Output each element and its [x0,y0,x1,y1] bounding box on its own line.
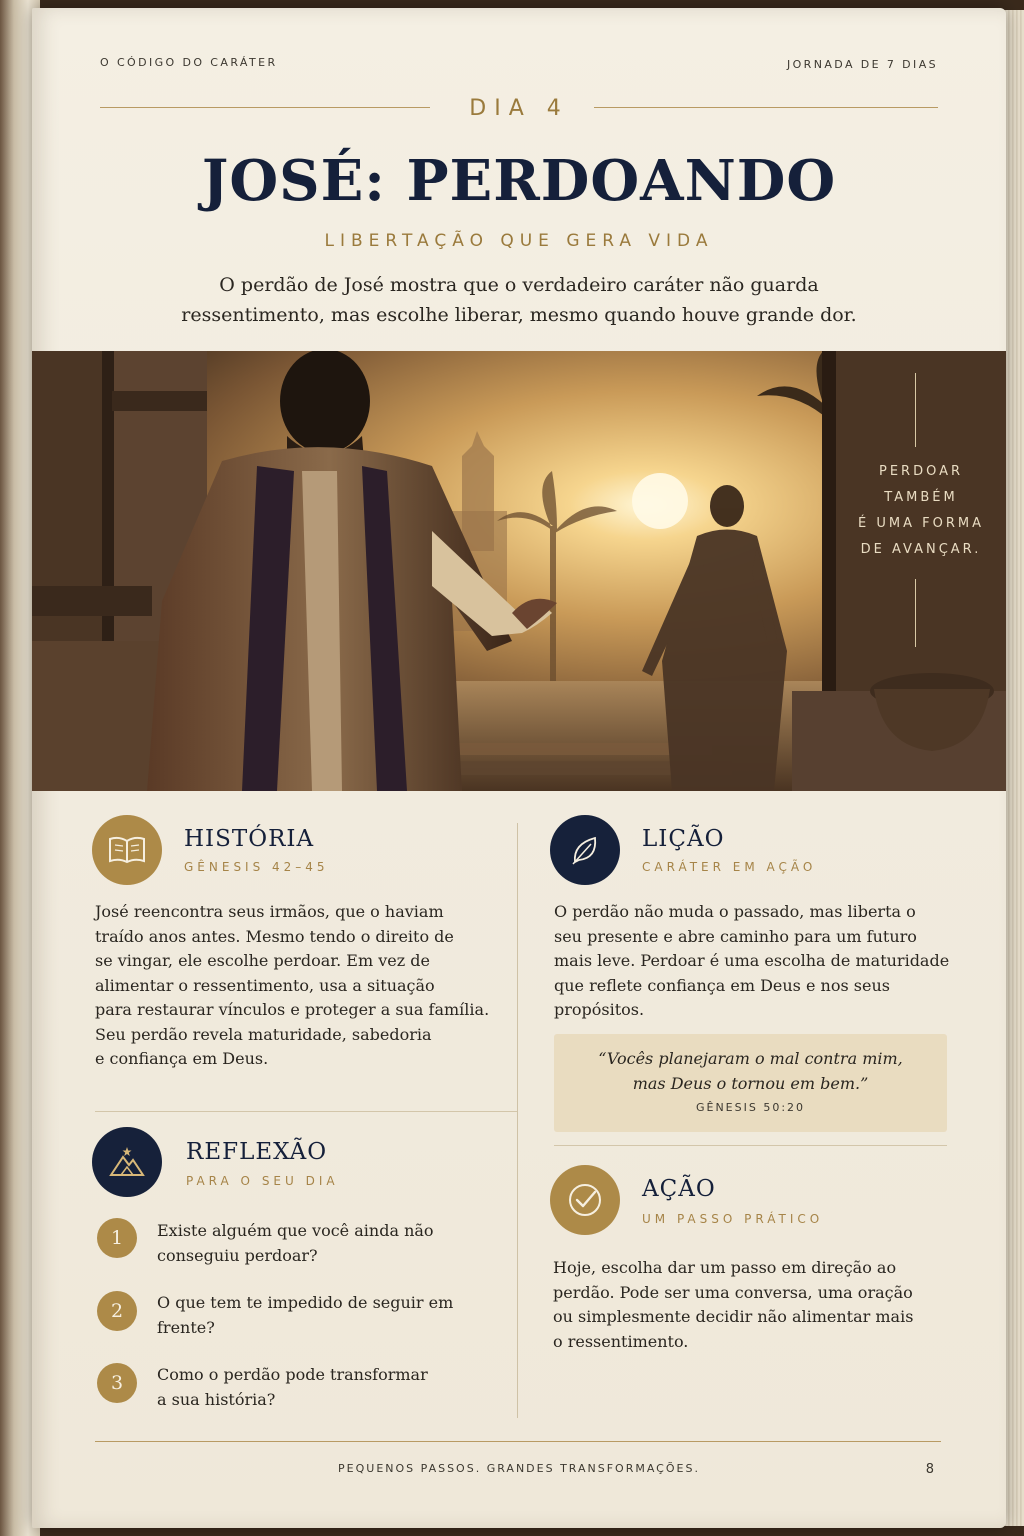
reflexao-subtitle: PARA O SEU DIA [186,1174,339,1188]
question-item [157,1218,434,1268]
text-line: traído anos antes. Mesmo tendo o direito de [95,926,454,946]
hero-side-quote [856,459,986,563]
footer-tagline: PEQUENOS PASSOS. GRANDES TRANSFORMAÇÕES. [338,1462,700,1475]
verse-quote [554,1046,947,1096]
text-line: e confiança em Deus. [95,1049,269,1068]
question-line: conseguiu perdoar? [157,1246,318,1265]
quote-rule-top [915,373,916,447]
text-line: o ressentimento. [553,1331,689,1351]
question-line: Como o perdão pode transformar [157,1365,428,1384]
text-line: mais leve. Perdoar é uma escolha de maturidade [554,951,950,970]
quote-rule-bottom [915,579,916,647]
question-number: 3 [97,1363,137,1403]
question-item [157,1290,453,1340]
intro-line: ressentimento, mas escolhe liberar, mesmo quando houve grande dor. [181,304,857,326]
day-rule-right [594,107,938,108]
page-subtitle: LIBERTAÇÃO QUE GERA VIDA [324,231,714,251]
licao-icon-badge [550,815,620,885]
text-line: José reencontra seus irmãos, que o haviam [95,902,444,921]
text-line: propósitos. [554,1000,645,1019]
historia-text [95,900,505,1072]
footer-rule [95,1441,941,1442]
text-line: Seu perdão revela maturidade, sabedoria [95,1024,432,1044]
question-line: frente? [157,1318,215,1337]
question-number: 1 [97,1218,137,1258]
acao-text [553,1256,968,1354]
licao-subtitle: CARÁTER EM AÇÃO [642,860,817,874]
question-line: a sua história? [157,1390,276,1409]
page-title: JOSÉ: PERDOANDO [201,148,837,214]
verse-box [554,1034,947,1132]
acao-title: AÇÃO [642,1176,716,1202]
text-line: ou simplesmente decidir não alimentar mais [553,1307,914,1326]
book-page [32,8,1006,1528]
question-item [157,1362,428,1412]
intro-line: O perdão de José mostra que o verdadeiro caráter não guarda [219,274,819,296]
mountain-star-icon [107,1145,147,1179]
acao-subtitle: UM PASSO PRÁTICO [642,1212,824,1226]
verse-line: mas Deus o tornou em bem.” [632,1074,869,1093]
side-quote-line: PERDOAR [878,464,964,479]
text-line: perdão. Pode ser uma conversa, uma oração [553,1282,913,1302]
open-book-icon [107,835,147,865]
acao-icon-badge [550,1165,620,1235]
text-line: se vingar, ele escolhe perdoar. Em vez de [95,951,430,970]
licao-text [554,900,969,1023]
page-number: 8 [925,1462,936,1477]
text-line: que reflete confiança em Deus e nos seus [554,975,890,995]
text-line: Hoje, escolha dar um passo em direção ao [553,1258,897,1277]
leaf-icon [567,832,603,868]
question-number: 2 [97,1291,137,1331]
column-divider [517,823,518,1418]
reflexao-icon-badge [92,1127,162,1197]
text-line: alimentar o ressentimento, usa a situação [95,975,435,995]
intro-text [32,270,1006,330]
text-line: seu presente e abre caminho para um futuro [554,926,917,946]
text-line: O perdão não muda o passado, mas liberta o [554,902,916,921]
text-line: para restaurar vínculos e proteger a sua família. [95,1000,490,1019]
question-line: O que tem te impedido de seguir em [157,1293,454,1312]
licao-title: LIÇÃO [642,826,725,852]
verse-reference: GÊNESIS 50:20 [695,1101,806,1114]
question-line: Existe alguém que você ainda não [157,1221,434,1240]
day-rule-left [100,107,430,108]
historia-icon-badge [92,815,162,885]
reflexao-title: REFLEXÃO [186,1139,328,1165]
journey-label: JORNADA DE 7 DIAS [786,58,938,71]
side-quote-line: É UMA FORMA [858,516,984,531]
book-title: O CÓDIGO DO CARÁTER [100,56,278,69]
side-quote-line: DE AVANÇAR. [860,542,982,557]
hero-image [32,351,1006,791]
section-divider [95,1111,517,1112]
check-circle-icon [565,1180,605,1220]
day-label: DIA 4 [469,96,569,121]
historia-title: HISTÓRIA [184,826,315,852]
section-divider [554,1145,947,1146]
side-quote-line: TAMBÉM [884,490,958,505]
sunset-reconciliation-illustration [32,351,1006,791]
verse-line: “Vocês planejaram o mal contra mim, [598,1049,903,1068]
historia-subtitle: GÊNESIS 42–45 [184,860,329,874]
